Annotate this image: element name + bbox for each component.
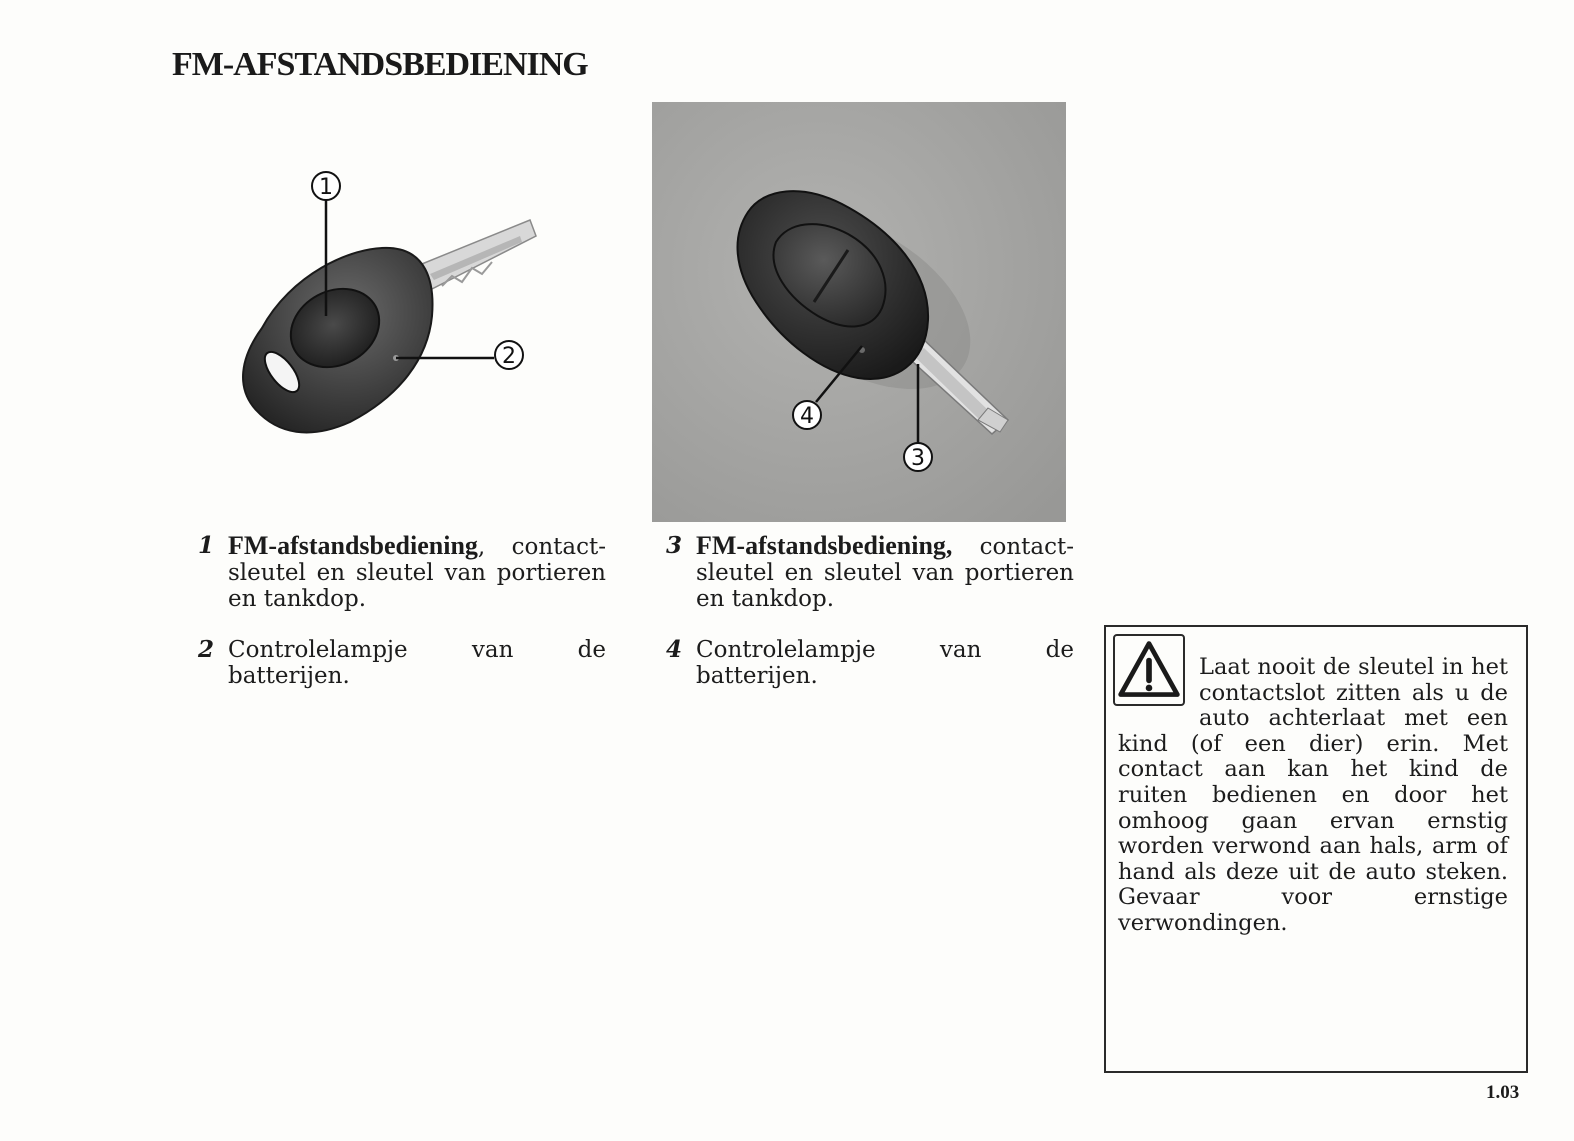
legend-number: 1 <box>198 532 215 559</box>
warning-triangle-icon <box>1113 634 1185 706</box>
legend-description: Controlelampje van de batterijen. <box>696 637 1074 689</box>
legend-item-2 <box>196 637 606 689</box>
legend-item-4 <box>664 637 1074 689</box>
legend-number: 3 <box>666 532 683 559</box>
legend-item-1 <box>196 533 606 612</box>
page-title: FM-AFSTANDSBEDIENING <box>172 46 588 83</box>
warning-text: Laat nooit de sleutel in het contactslot zitten als u de auto achterlaat met een kind (of een dier) erin. Met contact aan kan het kind de ruiten bedienen en door het omhoog gaan ervan ernstig worden verwond aan hals, arm of hand als deze uit de auto steken. Gevaar voor ernstige verwondingen. <box>1118 654 1508 936</box>
key-drawing-right <box>652 102 1066 522</box>
legend-description: contact-sleutel en sleutel van portieren en tankdop. <box>696 534 1074 612</box>
callout-2-label: 2 <box>502 344 516 369</box>
callout-1-label: 1 <box>319 175 333 200</box>
callout-4-label: 4 <box>800 404 814 429</box>
legend-description: , contact-sleutel en sleutel van portieren en tankdop. <box>228 534 606 612</box>
left-legend-list <box>196 533 606 714</box>
key-photo-right <box>652 102 1066 522</box>
legend-text <box>228 533 606 612</box>
legend-number: 4 <box>666 636 683 663</box>
legend-bold-term: FM-afstandsbediening, <box>696 531 953 560</box>
legend-number: 2 <box>198 636 215 663</box>
legend-text <box>696 533 1074 612</box>
warning-box <box>1104 625 1528 1073</box>
legend-item-3 <box>664 533 1074 612</box>
legend-description: Controlelampje van de batterijen. <box>228 637 606 689</box>
key-drawing-left <box>180 96 606 524</box>
key-illustration-left <box>180 96 606 524</box>
callout-3-label: 3 <box>911 446 925 471</box>
page-number: 1.03 <box>1486 1082 1520 1103</box>
right-legend-list <box>664 533 1074 714</box>
legend-bold-term: FM-afstandsbediening <box>228 531 478 560</box>
